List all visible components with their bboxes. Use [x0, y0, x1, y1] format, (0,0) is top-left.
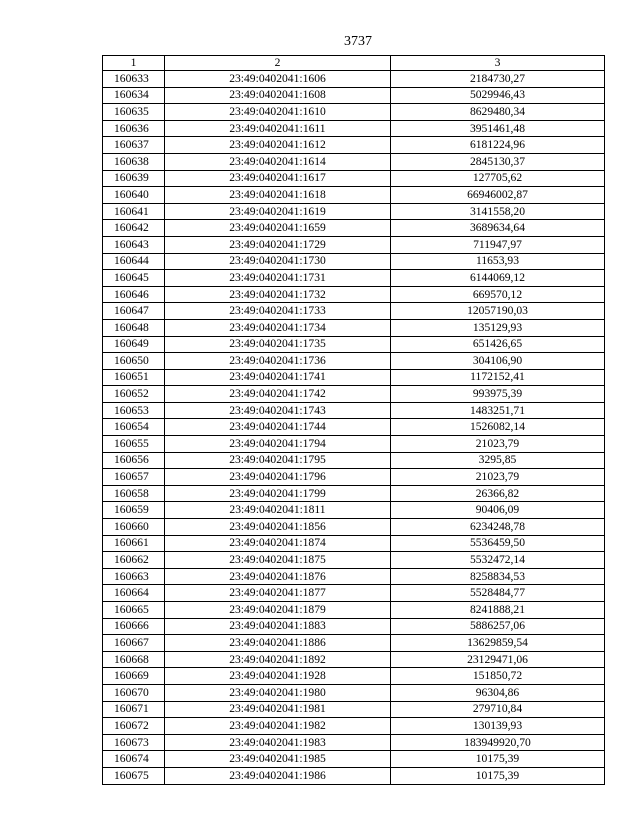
table-row [103, 502, 605, 519]
cadastral-value-cell: 127705,62 [391, 170, 605, 187]
table-row [103, 651, 605, 668]
column-header-2: 2 [165, 56, 391, 71]
cadastral-value-cell: 10175,39 [391, 751, 605, 768]
table-row [103, 718, 605, 735]
cadastral-value-cell: 1172152,41 [391, 369, 605, 386]
row-number-cell: 160657 [103, 469, 165, 486]
cadastral-value-cell: 279710,84 [391, 701, 605, 718]
table-row [103, 236, 605, 253]
cadastral-value-cell: 3951461,48 [391, 120, 605, 137]
cadastral-value-cell: 5532472,14 [391, 552, 605, 569]
table-row [103, 668, 605, 685]
row-number-cell: 160669 [103, 668, 165, 685]
cadastral-value-cell: 26366,82 [391, 485, 605, 502]
cadastral-number-cell: 23:49:0402041:1986 [165, 767, 391, 784]
cadastral-number-cell: 23:49:0402041:1617 [165, 170, 391, 187]
cadastral-number-cell: 23:49:0402041:1794 [165, 436, 391, 453]
cadastral-value-cell: 5886257,06 [391, 618, 605, 635]
cadastral-value-cell: 2184730,27 [391, 71, 605, 88]
table-row [103, 436, 605, 453]
cadastral-value-cell: 90406,09 [391, 502, 605, 519]
cadastral-value-cell: 8241888,21 [391, 602, 605, 619]
row-number-cell: 160658 [103, 485, 165, 502]
row-number-cell: 160674 [103, 751, 165, 768]
row-number-cell: 160671 [103, 701, 165, 718]
row-number-cell: 160672 [103, 718, 165, 735]
cadastral-number-cell: 23:49:0402041:1985 [165, 751, 391, 768]
table-row [103, 369, 605, 386]
cadastral-number-cell: 23:49:0402041:1892 [165, 651, 391, 668]
cadastral-number-cell: 23:49:0402041:1879 [165, 602, 391, 619]
cadastral-value-cell: 5528484,77 [391, 585, 605, 602]
cadastral-number-cell: 23:49:0402041:1875 [165, 552, 391, 569]
cadastral-value-cell: 1483251,71 [391, 402, 605, 419]
table-row [103, 153, 605, 170]
row-number-cell: 160644 [103, 253, 165, 270]
table-row [103, 120, 605, 137]
table-row [103, 535, 605, 552]
table-row [103, 767, 605, 784]
table-row [103, 253, 605, 270]
row-number-cell: 160652 [103, 386, 165, 403]
row-number-cell: 160634 [103, 87, 165, 104]
cadastral-number-cell: 23:49:0402041:1733 [165, 303, 391, 320]
cadastral-number-cell: 23:49:0402041:1980 [165, 684, 391, 701]
cadastral-number-cell: 23:49:0402041:1981 [165, 701, 391, 718]
table-row [103, 519, 605, 536]
cadastral-number-cell: 23:49:0402041:1730 [165, 253, 391, 270]
cadastral-number-cell: 23:49:0402041:1886 [165, 635, 391, 652]
header-row [103, 56, 605, 71]
column-header-1: 1 [103, 56, 165, 71]
table-row [103, 336, 605, 353]
table-row [103, 303, 605, 320]
cadastral-value-cell: 183949920,70 [391, 734, 605, 751]
row-number-cell: 160675 [103, 767, 165, 784]
row-number-cell: 160673 [103, 734, 165, 751]
table-row [103, 635, 605, 652]
table-row [103, 353, 605, 370]
cadastral-value-cell: 21023,79 [391, 436, 605, 453]
cadastral-value-cell: 10175,39 [391, 767, 605, 784]
cadastral-number-cell: 23:49:0402041:1612 [165, 137, 391, 154]
row-number-cell: 160635 [103, 104, 165, 121]
cadastral-value-cell: 21023,79 [391, 469, 605, 486]
cadastral-value-cell: 2845130,37 [391, 153, 605, 170]
cadastral-value-cell: 1526082,14 [391, 419, 605, 436]
table-row [103, 203, 605, 220]
table-row [103, 170, 605, 187]
table-row [103, 137, 605, 154]
cadastral-value-cell: 5029946,43 [391, 87, 605, 104]
cadastral-value-cell: 5536459,50 [391, 535, 605, 552]
row-number-cell: 160659 [103, 502, 165, 519]
cadastral-value-cell: 304106,90 [391, 353, 605, 370]
row-number-cell: 160643 [103, 236, 165, 253]
row-number-cell: 160636 [103, 120, 165, 137]
row-number-cell: 160660 [103, 519, 165, 536]
row-number-cell: 160655 [103, 436, 165, 453]
cadastral-number-cell: 23:49:0402041:1883 [165, 618, 391, 635]
table-row [103, 220, 605, 237]
cadastral-value-cell: 8258834,53 [391, 568, 605, 585]
row-number-cell: 160647 [103, 303, 165, 320]
row-number-cell: 160670 [103, 684, 165, 701]
cadastral-number-cell: 23:49:0402041:1610 [165, 104, 391, 121]
cadastral-value-cell: 993975,39 [391, 386, 605, 403]
row-number-cell: 160650 [103, 353, 165, 370]
cadastral-number-cell: 23:49:0402041:1796 [165, 469, 391, 486]
row-number-cell: 160666 [103, 618, 165, 635]
cadastral-number-cell: 23:49:0402041:1614 [165, 153, 391, 170]
row-number-cell: 160646 [103, 286, 165, 303]
cadastral-value-table [102, 55, 605, 785]
cadastral-number-cell: 23:49:0402041:1876 [165, 568, 391, 585]
cadastral-value-cell: 8629480,34 [391, 104, 605, 121]
cadastral-value-cell: 6144069,12 [391, 270, 605, 287]
table-row [103, 104, 605, 121]
table-row [103, 419, 605, 436]
cadastral-number-cell: 23:49:0402041:1982 [165, 718, 391, 735]
row-number-cell: 160656 [103, 452, 165, 469]
table-body [103, 71, 605, 785]
row-number-cell: 160638 [103, 153, 165, 170]
row-number-cell: 160663 [103, 568, 165, 585]
row-number-cell: 160653 [103, 402, 165, 419]
table-row [103, 684, 605, 701]
row-number-cell: 160668 [103, 651, 165, 668]
row-number-cell: 160641 [103, 203, 165, 220]
cadastral-number-cell: 23:49:0402041:1877 [165, 585, 391, 602]
table-row [103, 402, 605, 419]
cadastral-value-cell: 12057190,03 [391, 303, 605, 320]
page-number [0, 33, 640, 51]
table-row [103, 319, 605, 336]
cadastral-number-cell: 23:49:0402041:1618 [165, 187, 391, 204]
row-number-cell: 160664 [103, 585, 165, 602]
row-number-cell: 160649 [103, 336, 165, 353]
table-row [103, 618, 605, 635]
table-row [103, 552, 605, 569]
cadastral-number-cell: 23:49:0402041:1735 [165, 336, 391, 353]
column-header-3: 3 [391, 56, 605, 71]
cadastral-number-cell: 23:49:0402041:1744 [165, 419, 391, 436]
cadastral-value-cell: 11653,93 [391, 253, 605, 270]
row-number-cell: 160637 [103, 137, 165, 154]
cadastral-value-cell: 151850,72 [391, 668, 605, 685]
table-row [103, 286, 605, 303]
cadastral-value-cell: 6181224,96 [391, 137, 605, 154]
row-number-cell: 160640 [103, 187, 165, 204]
cadastral-number-cell: 23:49:0402041:1734 [165, 319, 391, 336]
row-number-cell: 160654 [103, 419, 165, 436]
row-number-cell: 160661 [103, 535, 165, 552]
cadastral-value-cell: 23129471,06 [391, 651, 605, 668]
cadastral-value-cell: 130139,93 [391, 718, 605, 735]
cadastral-value-cell: 66946002,87 [391, 187, 605, 204]
cadastral-value-cell: 3689634,64 [391, 220, 605, 237]
table-row [103, 187, 605, 204]
cadastral-number-cell: 23:49:0402041:1606 [165, 71, 391, 88]
row-number-cell: 160665 [103, 602, 165, 619]
table-row [103, 270, 605, 287]
row-number-cell: 160648 [103, 319, 165, 336]
cadastral-number-cell: 23:49:0402041:1811 [165, 502, 391, 519]
table-row [103, 751, 605, 768]
row-number-cell: 160639 [103, 170, 165, 187]
cadastral-number-cell: 23:49:0402041:1983 [165, 734, 391, 751]
cadastral-number-cell: 23:49:0402041:1729 [165, 236, 391, 253]
table-row [103, 452, 605, 469]
table-row [103, 568, 605, 585]
table-row [103, 585, 605, 602]
cadastral-number-cell: 23:49:0402041:1619 [165, 203, 391, 220]
cadastral-value-cell: 651426,65 [391, 336, 605, 353]
table-row [103, 469, 605, 486]
row-number-cell: 160633 [103, 71, 165, 88]
table-row [103, 87, 605, 104]
table-row [103, 485, 605, 502]
cadastral-number-cell: 23:49:0402041:1659 [165, 220, 391, 237]
cadastral-value-cell: 3141558,20 [391, 203, 605, 220]
table-header [103, 56, 605, 71]
cadastral-number-cell: 23:49:0402041:1611 [165, 120, 391, 137]
row-number-cell: 160645 [103, 270, 165, 287]
cadastral-number-cell: 23:49:0402041:1856 [165, 519, 391, 536]
cadastral-value-cell: 96304,86 [391, 684, 605, 701]
cadastral-number-cell: 23:49:0402041:1608 [165, 87, 391, 104]
cadastral-value-cell: 3295,85 [391, 452, 605, 469]
row-number-cell: 160651 [103, 369, 165, 386]
cadastral-number-cell: 23:49:0402041:1743 [165, 402, 391, 419]
page-number-text: 3737 [344, 34, 372, 49]
cadastral-number-cell: 23:49:0402041:1741 [165, 369, 391, 386]
cadastral-value-cell: 13629859,54 [391, 635, 605, 652]
cadastral-number-cell: 23:49:0402041:1736 [165, 353, 391, 370]
cadastral-value-cell: 711947,97 [391, 236, 605, 253]
cadastral-number-cell: 23:49:0402041:1732 [165, 286, 391, 303]
table-row [103, 734, 605, 751]
table-row [103, 71, 605, 88]
cadastral-value-cell: 669570,12 [391, 286, 605, 303]
row-number-cell: 160642 [103, 220, 165, 237]
table-row [103, 386, 605, 403]
table-row [103, 701, 605, 718]
cadastral-number-cell: 23:49:0402041:1799 [165, 485, 391, 502]
cadastral-value-cell: 135129,93 [391, 319, 605, 336]
cadastral-number-cell: 23:49:0402041:1795 [165, 452, 391, 469]
cadastral-number-cell: 23:49:0402041:1731 [165, 270, 391, 287]
table-row [103, 602, 605, 619]
cadastral-number-cell: 23:49:0402041:1928 [165, 668, 391, 685]
row-number-cell: 160662 [103, 552, 165, 569]
row-number-cell: 160667 [103, 635, 165, 652]
cadastral-number-cell: 23:49:0402041:1874 [165, 535, 391, 552]
cadastral-number-cell: 23:49:0402041:1742 [165, 386, 391, 403]
cadastral-value-cell: 6234248,78 [391, 519, 605, 536]
